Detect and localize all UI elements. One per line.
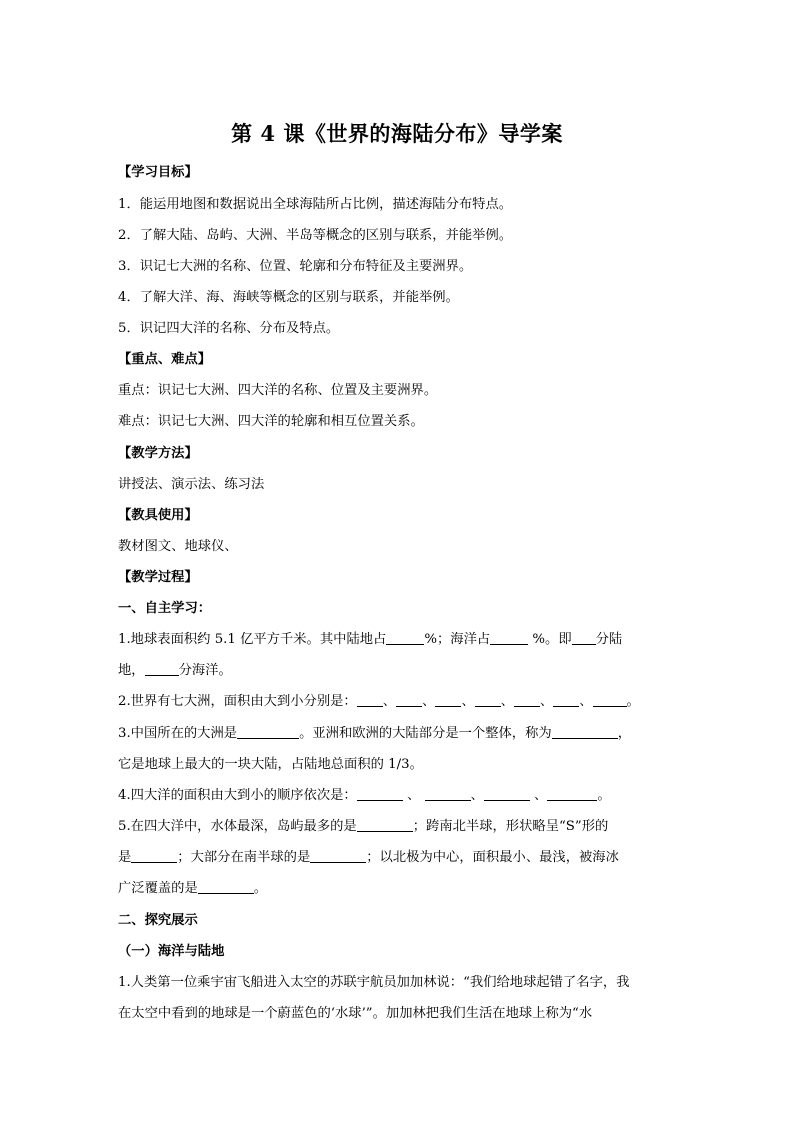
objective-item: 5．识记四大洋的名称、分布及特点。 bbox=[118, 321, 340, 336]
tools-heading: 【教具使用】 bbox=[118, 508, 198, 523]
tools-text: 教材图文、地球仪、 bbox=[118, 539, 238, 554]
methods-text: 讲授法、演示法、练习法 bbox=[118, 477, 265, 492]
answer-blank[interactable] bbox=[145, 662, 179, 676]
answer-blank[interactable] bbox=[396, 693, 422, 707]
answer-blank[interactable] bbox=[552, 725, 618, 739]
answer-blank[interactable] bbox=[357, 693, 383, 707]
question-3-line-2: 它是地球上最大的一块大陆，占陆地总面积的 1/3。 bbox=[118, 757, 423, 772]
objective-item: 2．了解大陆、岛屿、大洲、半岛等概念的区别与联系，并能举例。 bbox=[118, 228, 513, 243]
answer-blank[interactable] bbox=[435, 693, 461, 707]
keypoint-item: 重点：识记七大洲、四大洋的名称、位置及主要洲界。 bbox=[118, 383, 438, 398]
answer-blank[interactable] bbox=[475, 693, 501, 707]
keypoint-item: 难点：识记七大洲、四大洋的轮廓和相互位置关系。 bbox=[118, 414, 424, 429]
answer-blank[interactable] bbox=[514, 693, 540, 707]
answer-blank[interactable] bbox=[198, 880, 254, 894]
question-3-line-1: 3.中国所在的大洲是 。亚洲和欧洲的大陆部分是一个整体，称为 ， bbox=[118, 726, 631, 741]
answer-blank[interactable] bbox=[386, 631, 424, 645]
answer-blank[interactable] bbox=[593, 693, 627, 707]
process-heading: 【教学过程】 bbox=[118, 570, 198, 585]
question-1-line-1: 1.地球表面积约 5.1 亿平方千米。其中陆地占 %；海洋占 %。即 分陆 bbox=[118, 632, 623, 647]
answer-blank[interactable] bbox=[425, 787, 471, 801]
question-2: 2.世界有七大洲，面积由大到小分别是： 、 、 、 、 、 、 。 bbox=[118, 694, 640, 709]
keypoints-heading: 【重点、难点】 bbox=[118, 352, 212, 367]
answer-blank[interactable] bbox=[572, 631, 596, 645]
objective-item: 1．能运用地图和数据说出全球海陆所占比例，描述海陆分布特点。 bbox=[118, 197, 513, 212]
methods-heading: 【教学方法】 bbox=[118, 446, 198, 461]
answer-blank[interactable] bbox=[484, 787, 530, 801]
answer-blank[interactable] bbox=[237, 725, 299, 739]
answer-blank[interactable] bbox=[357, 818, 413, 832]
subsection-ocean-land: （一）海洋与陆地 bbox=[118, 944, 225, 959]
section-self-study: 一、自主学习： bbox=[118, 601, 212, 616]
question-5-line-1: 5.在四大洋中，水体最深，岛屿最多的是 ；跨南北半球，形状略呈“S”形的 bbox=[118, 819, 609, 834]
page-title: 第 4 课《世界的海陆分布》导学案 bbox=[231, 121, 563, 146]
answer-blank[interactable] bbox=[357, 787, 403, 801]
objective-item: 4．了解大洋、海、海峡等概念的区别与联系，并能举例。 bbox=[118, 290, 459, 305]
question-5-line-2: 是 ；大部分在南半球的是 ；以北极为中心，面积最小、最浅，被海冰 bbox=[118, 850, 619, 865]
answer-blank[interactable] bbox=[547, 787, 597, 801]
objective-item: 3．识记七大洲的名称、位置、轮廓和分布特征及主要洲界。 bbox=[118, 259, 473, 274]
answer-blank[interactable] bbox=[310, 849, 366, 863]
paragraph-line: 在太空中看到的地球是一个蔚蓝色的‘水球’”。加加林把我们生活在地球上称为“水 bbox=[118, 1006, 593, 1021]
section-inquiry: 二、探究展示 bbox=[118, 913, 198, 928]
question-5-line-3: 广泛覆盖的是 。 bbox=[118, 881, 268, 896]
answer-blank[interactable] bbox=[131, 849, 177, 863]
answer-blank[interactable] bbox=[553, 693, 579, 707]
paragraph-line: 1.人类第一位乘宇宙飞船进入太空的苏联宇航员加加林说：“我们给地球起错了名字，我 bbox=[118, 975, 630, 990]
answer-blank[interactable] bbox=[490, 631, 528, 645]
objectives-heading: 【学习目标】 bbox=[118, 165, 198, 180]
question-1-line-2: 地， 分海洋。 bbox=[118, 663, 232, 678]
question-4: 4.四大洋的面积由大到小的顺序依次是： 、 、 、 。 bbox=[118, 788, 611, 803]
